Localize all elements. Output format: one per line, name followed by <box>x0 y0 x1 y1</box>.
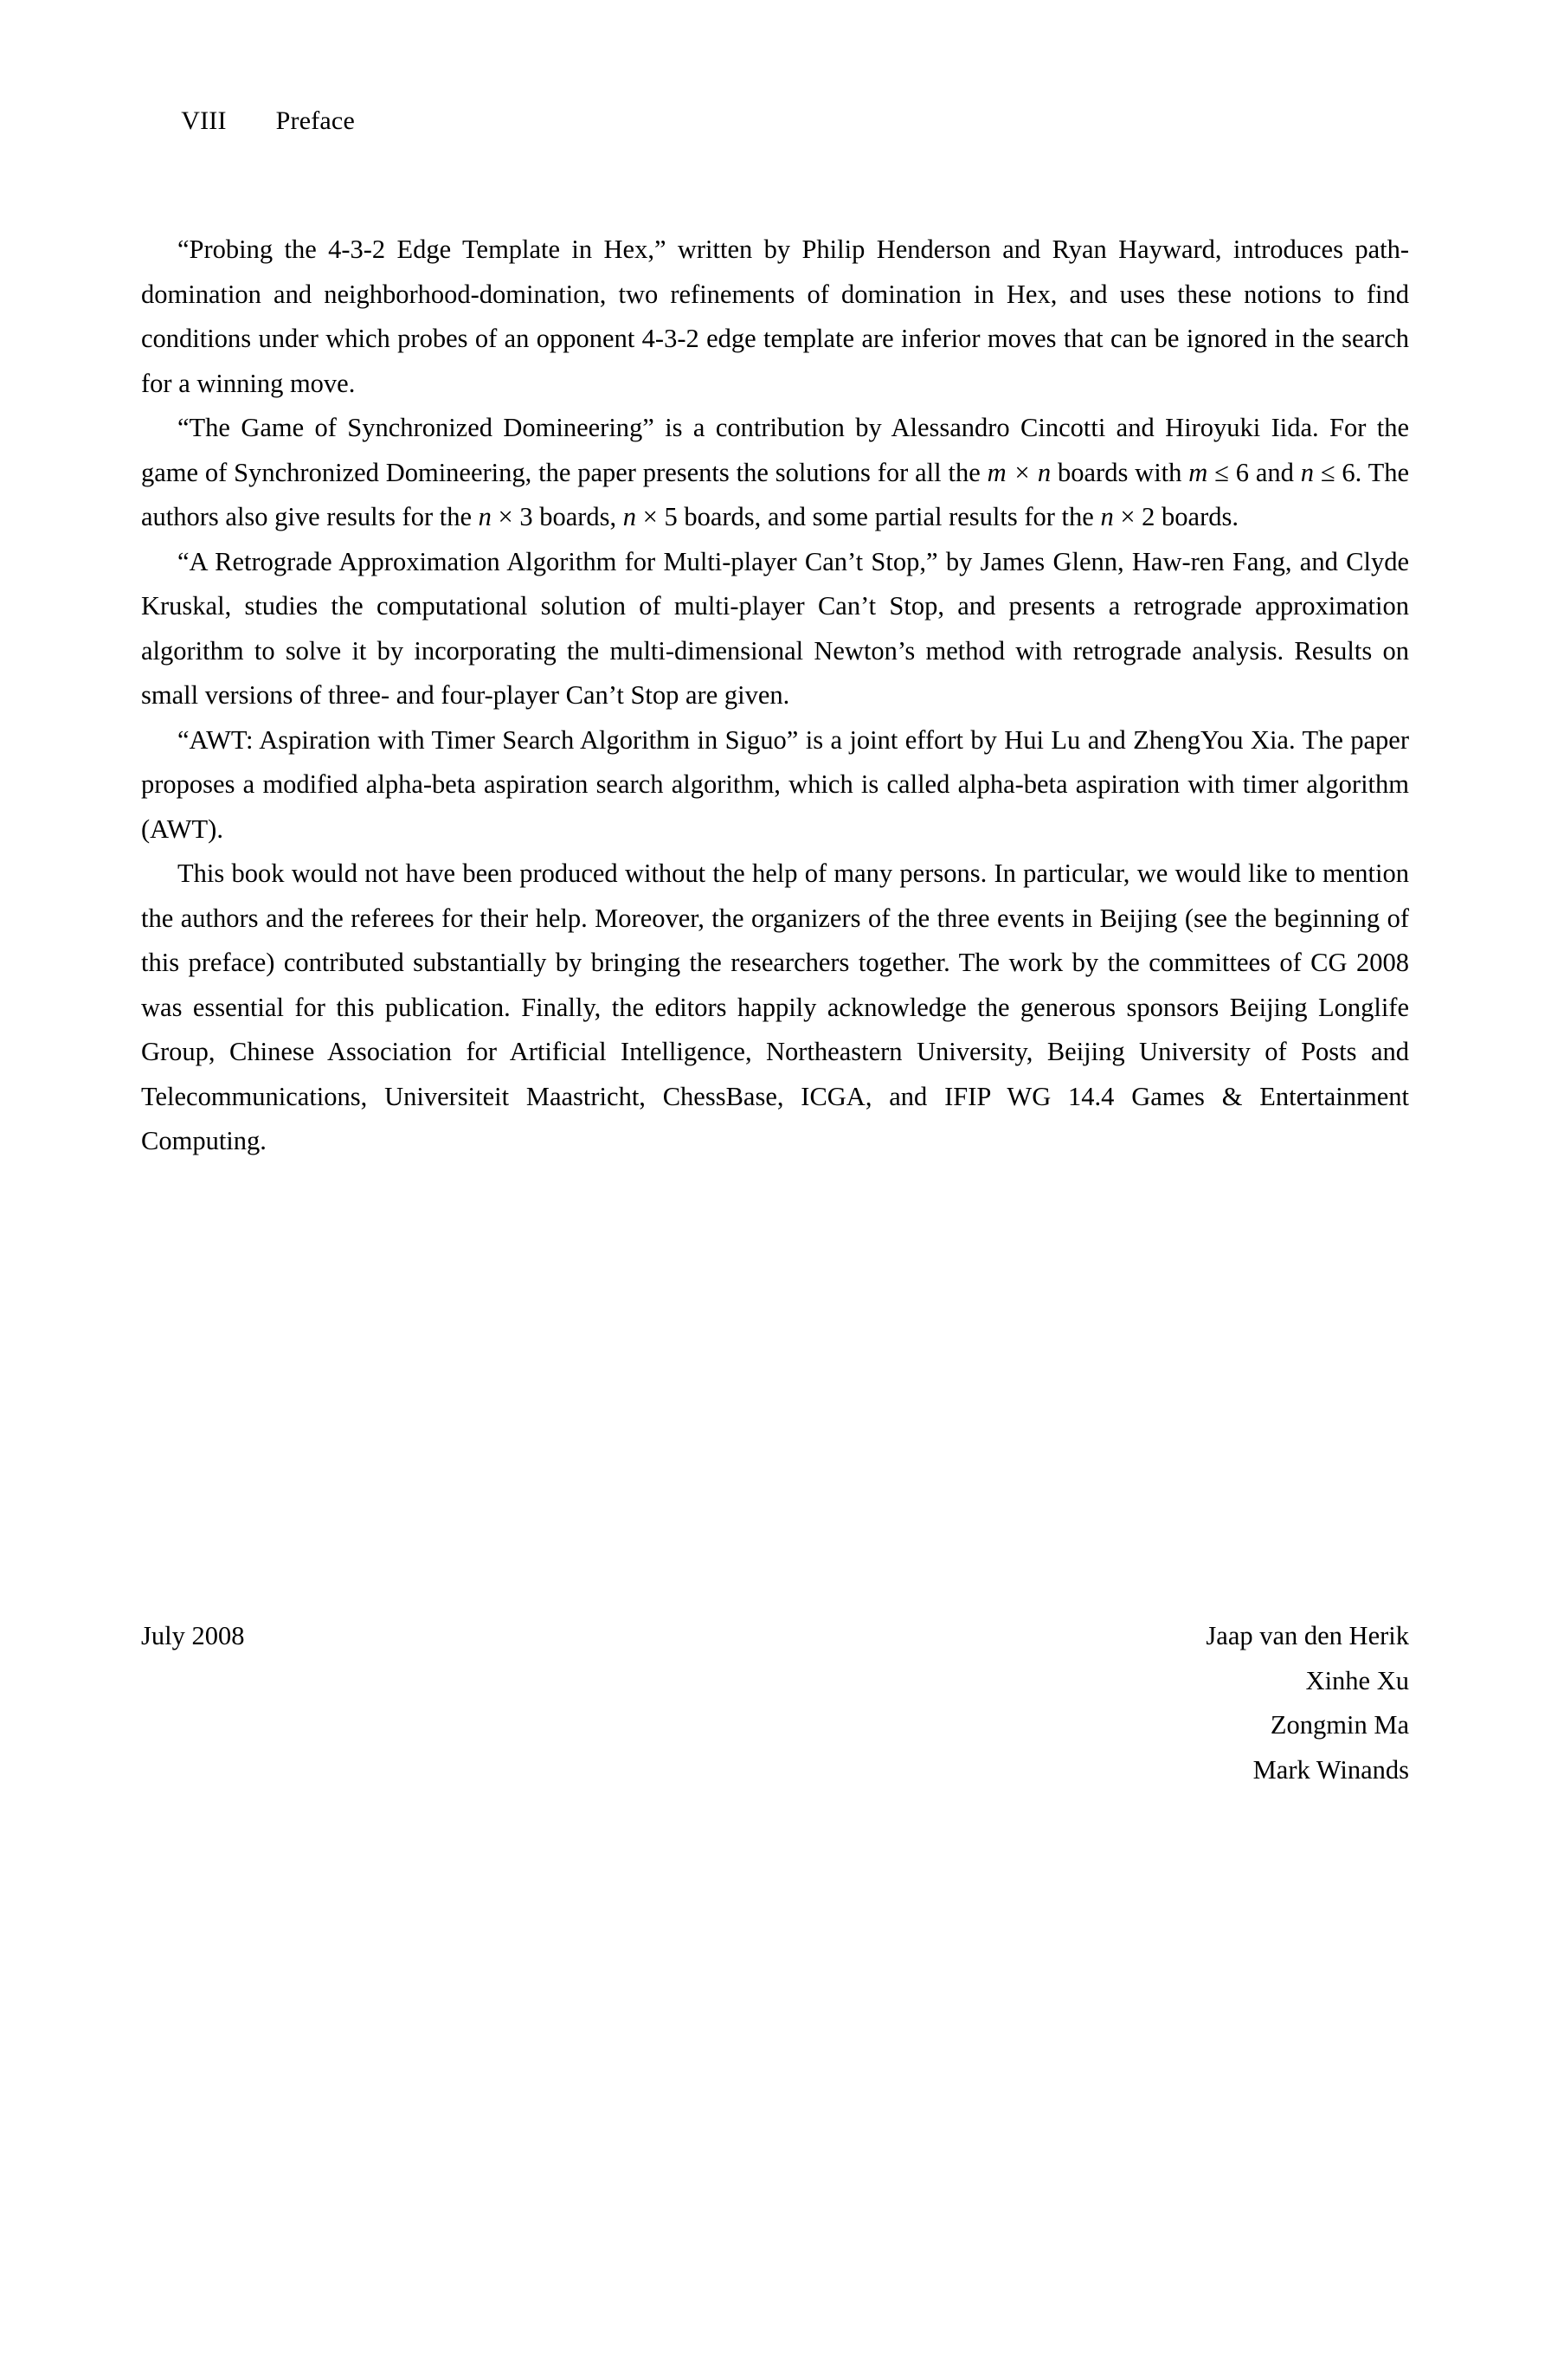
paragraph-text: “Probing the 4-3-2 Edge Template in Hex,” written by Philip Henderson and Ryan Hayward, introduces path-domination and neighborhood-domination, two refinements of domination in Hex, and uses these notions to find conditions under which probes of an opponent 4-3-2 edge template are inferior moves that can be ignored in the search for a winning move. <box>141 235 1409 398</box>
math-m: m <box>1188 457 1208 487</box>
math-n: n <box>1100 502 1114 531</box>
paragraph-text-segment: boards with <box>1051 457 1189 487</box>
paragraph-text-segment: ≤ 6. The authors also give results for the <box>141 457 1410 531</box>
math-m-times-n: m × n <box>987 457 1052 487</box>
paragraph-text: This book would not have been produced without the help of many persons. In particular, we would like to mention the authors and the referees for their help. Moreover, the organizers of the three events in Beijing (see the beginning of this preface) contributed substantially by bringing the researchers together. The work by the committees of CG 2008 was essential for this publication. Finally, the editors happily acknowledge the generous sponsors Beijing Longlife Group, Chinese Association for Artificial Intelligence, Northeastern University, Beijing University of Posts and Telecommunications, Universiteit Maastricht, ChessBase, ICGA, and IFIP WG 14.4 Games & Entertainment Computing. <box>141 859 1409 1155</box>
running-head <box>141 82 1409 160</box>
paragraph-text-segment: “The Game of Synchronized Domineering” is a contribution by Alessandro Cincotti and Hiroyuki Iida. For the game of Synchronized Domineering, the paper presents the solutions for all the <box>141 413 1409 487</box>
paragraph-text-segment: × 2 boards. <box>1113 502 1239 531</box>
signature-block <box>141 1614 1409 1792</box>
signature-row <box>141 1614 1409 1792</box>
paragraph-text-segment: × 3 boards, <box>491 502 623 531</box>
signature-names <box>1206 1614 1409 1792</box>
paragraph-synchronized-domineering <box>141 406 1409 540</box>
signature-date: July 2008 <box>141 1621 245 1650</box>
editor-name: Mark Winands <box>1252 1754 1409 1785</box>
paragraph-awt <box>141 718 1409 852</box>
editor-name: Xinhe Xu <box>1305 1665 1409 1695</box>
math-n: n <box>478 502 492 531</box>
paragraph-text: “A Retrograde Approximation Algorithm for Multi-player Can’t Stop,” by James Glenn, Haw-ren Fang, and Clyde Kruskal, studies the computational solution of multi-player Can’t Stop, and presents a retrograde approximation algorithm to solve it by incorporating the multi-dimensional Newton’s method with retrograde analysis. Results on small versions of three- and four-player Can’t Stop are given. <box>141 546 1409 710</box>
paragraph-text-segment: ≤ 6 and <box>1207 457 1301 487</box>
paragraph-acknowledgements <box>141 852 1409 1164</box>
paragraph-text-segment: × 5 boards, and some partial results for the <box>636 502 1101 531</box>
math-n: n <box>622 502 637 531</box>
running-head-title: Preface <box>275 106 355 135</box>
editor-name: Jaap van den Herik <box>1206 1621 1409 1650</box>
page-content <box>141 82 1409 1164</box>
math-n: n <box>1300 457 1314 487</box>
page-number: VIII <box>181 106 227 135</box>
editor-name: Zongmin Ma <box>1270 1710 1409 1740</box>
paragraph-cant-stop <box>141 540 1409 718</box>
paragraph-hex <box>141 228 1409 406</box>
paragraph-text: “AWT: Aspiration with Timer Search Algorithm in Siguo” is a joint effort by Hui Lu and ZhengYou Xia. The paper proposes a modified alpha-beta aspiration search algorithm, which is called alpha-beta aspiration with timer algorithm (AWT). <box>141 724 1409 844</box>
